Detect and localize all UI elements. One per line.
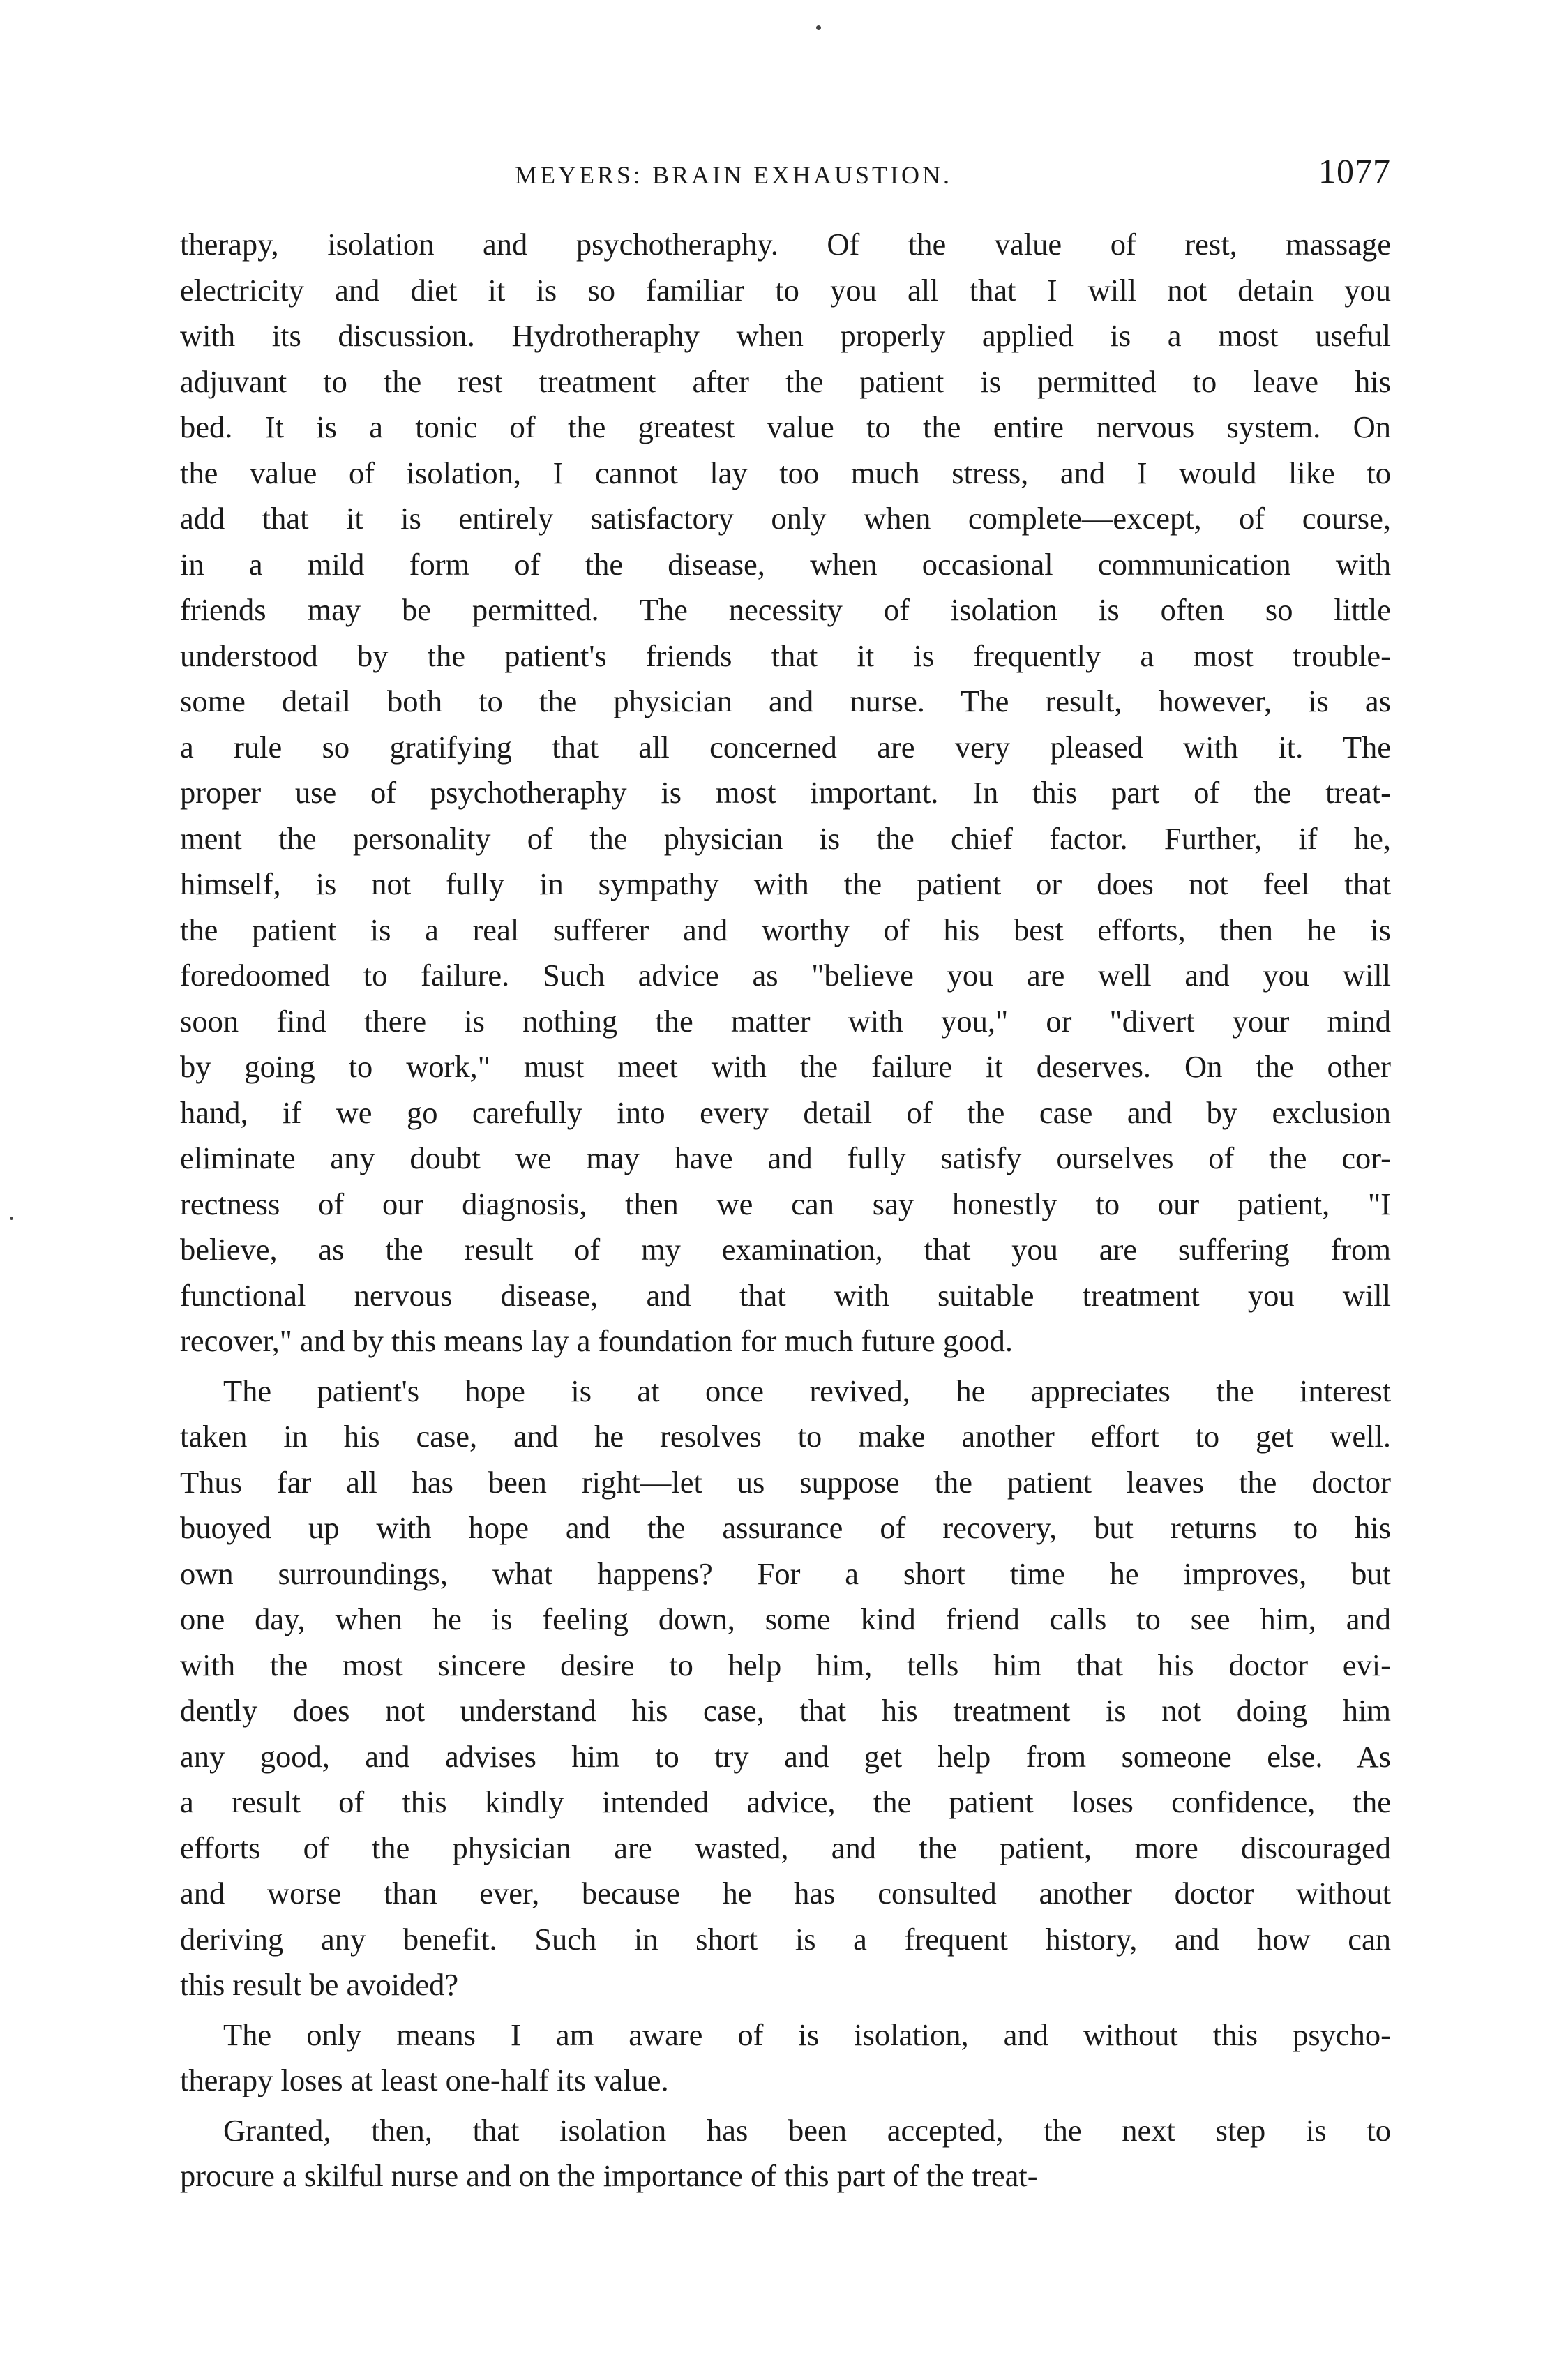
text-line: a result of this kindly intended advice, the patient loses confidence, the	[180, 1784, 1391, 1819]
text-line: electricity and diet it is so familiar to you all that I will not detain you	[180, 272, 1391, 308]
text-line: deriving any benefit. Such in short is a frequent history, and how can	[180, 1921, 1391, 1957]
text-line: therapy loses at least one-half its value.	[180, 2063, 669, 2097]
text-line: ment the personality of the physician is the chief factor. Further, if he,	[180, 820, 1391, 856]
text-line: the patient is a real sufferer and worthy of his best efforts, then he is	[180, 912, 1391, 947]
text-line: hand, if we go carefully into every detail of the case and by exclusion	[180, 1094, 1391, 1130]
text-line: own surroundings, what happens? For a short time he improves, but	[180, 1556, 1391, 1591]
text-line: taken in his case, and he resolves to make another effort to get well.	[180, 1419, 1391, 1454]
text-line: therapy, isolation and psychotheraphy. Of the value of rest, massage	[180, 227, 1391, 262]
text-line: by going to work," must meet with the failure it deserves. On the other	[180, 1049, 1391, 1084]
text-line: procure a skilful nurse and on the importance of this part of the treat-	[180, 2158, 1038, 2193]
text-line: a rule so gratifying that all concerned are very pleased with it. The	[180, 729, 1391, 765]
text-line: adjuvant to the rest treatment after the patient is permitted to leave his	[180, 363, 1391, 399]
text-line: buoyed up with hope and the assurance of recovery, but returns to his	[180, 1510, 1391, 1545]
text-line: bed. It is a tonic of the greatest value to the entire nervous system. On	[180, 409, 1391, 444]
text-line: friends may be permitted. The necessity of isolation is often so little	[180, 592, 1391, 627]
text-line: with its discussion. Hydrotheraphy when properly applied is a most useful	[180, 318, 1391, 353]
text-line: this result be avoided?	[180, 1967, 459, 2002]
text-line: believe, as the result of my examination, that you are suffering from	[180, 1232, 1391, 1267]
text-line: any good, and advises him to try and get help from someone else. As	[180, 1738, 1391, 1774]
text-line: one day, when he is feeling down, some kind friend calls to see him, and	[180, 1602, 1391, 1636]
page-number: 1077	[1318, 151, 1391, 190]
text-line: himself, is not fully in sympathy with the patient or does not feel that	[180, 866, 1391, 901]
text-line: and worse than ever, because he has consulted another doctor without	[180, 1876, 1391, 1911]
text-line: foredoomed to failure. Such advice as "believe you are well and you will	[180, 958, 1391, 993]
text-line: functional nervous disease, and that with suitable treatment you will	[180, 1277, 1391, 1313]
text-line: dently does not understand his case, that his treatment is not doing him	[180, 1693, 1391, 1728]
paragraph	[180, 2108, 1391, 2199]
text-line: some detail both to the physician and nurse. The result, however, is as	[180, 684, 1391, 718]
text-line: The only means I am aware of is isolation, and without this psycho-	[223, 2017, 1391, 2052]
text-line: add that it is entirely satisfactory only when complete—except, of course,	[180, 501, 1391, 536]
ink-speck-top	[816, 25, 821, 30]
text-line: rectness of our diagnosis, then we can say honestly to our patient, "I	[180, 1186, 1391, 1221]
text-line: soon find there is nothing the matter with you," or "divert your mind	[180, 1003, 1391, 1039]
text-line: in a mild form of the disease, when occasional communication with	[180, 546, 1391, 582]
body-text	[180, 222, 1391, 2199]
paragraph	[180, 2012, 1391, 2104]
text-line: The patient's hope is at once revived, he appreciates the interest	[223, 1373, 1391, 1408]
text-line: with the most sincere desire to help him, tells him that his doctor evi-	[180, 1647, 1391, 1682]
text-line: eliminate any doubt we may have and fully satisfy ourselves of the cor-	[180, 1140, 1391, 1175]
paragraph	[180, 1369, 1391, 2008]
text-line: Granted, then, that isolation has been accepted, the next step is to	[223, 2112, 1391, 2148]
ink-speck-margin	[10, 1217, 13, 1220]
text-line: understood by the patient's friends that it is frequently a most trouble-	[180, 638, 1391, 673]
text-line: proper use of psychotheraphy is most important. In this part of the treat-	[180, 775, 1391, 810]
text-line: the value of isolation, I cannot lay too much stress, and I would like to	[180, 455, 1391, 490]
text-line: recover," and by this means lay a foundation for much future good.	[180, 1323, 1014, 1358]
paragraph	[180, 222, 1391, 1364]
running-head	[180, 151, 1391, 198]
text-line: Thus far all has been right—let us suppose the patient leaves the doctor	[180, 1464, 1391, 1500]
running-title: MEYERS: BRAIN EXHAUSTION.	[515, 161, 953, 189]
text-line: efforts of the physician are wasted, and the patient, more discouraged	[180, 1830, 1391, 1865]
